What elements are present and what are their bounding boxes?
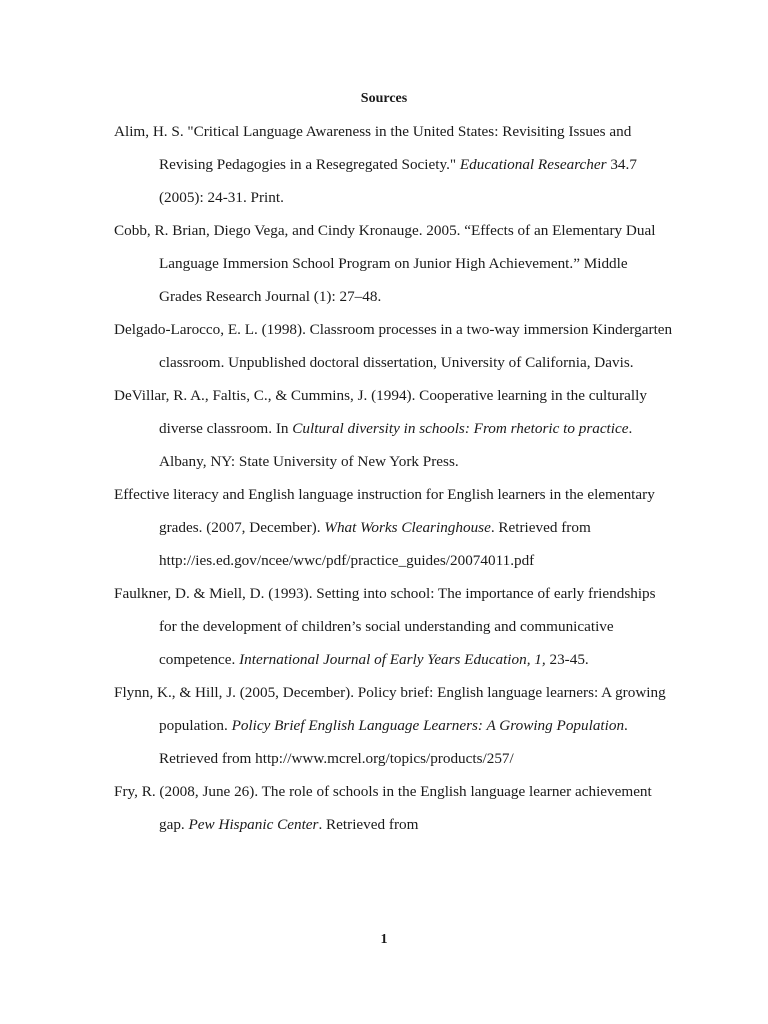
entry-italic-text: International Journal of Early Years Education, 1, <box>239 651 546 668</box>
entry-text-end: . Retrieved from http://ies.ed.gov/ncee/wwc/pdf/practice_guides/20074011.pdf <box>159 519 591 569</box>
source-entry <box>114 775 674 841</box>
entry-text-end: . Albany, NY: State University of New York Press. <box>159 420 633 470</box>
page-number: 1 <box>380 932 388 947</box>
source-entry <box>114 214 674 313</box>
source-entry <box>114 115 674 214</box>
source-entry <box>114 577 674 676</box>
page-title: Sources <box>360 91 408 106</box>
entry-text: Flynn, K., & Hill, J. (2005, December). Policy brief: English language learners: A growing population. <box>114 684 666 734</box>
entry-italic-text: Pew Hispanic Center <box>188 816 319 833</box>
entry-text: Delgado-Larocco, E. L. (1998). Classroom processes in a two-way immersion Kindergarten classroom. Unpublished doctoral dissertation, University of California, Davis. <box>114 321 673 371</box>
entry-text: Alim, H. S. "Critical Language Awareness in the United States: Revisiting Issues and Revising Pedagogies in a Resegregated Society." <box>114 123 632 173</box>
entry-text: Faulkner, D. & Miell, D. (1993). Setting into school: The importance of early friendships for the development of children’s social understanding and communicative competence. <box>114 585 656 668</box>
source-entry <box>114 313 674 379</box>
entry-text-end: 23-45. <box>545 651 589 668</box>
entry-text-end: 34.7 (2005): 24-31. Print. <box>159 156 637 206</box>
entry-italic-text: Cultural diversity in schools: From rhetoric to practice <box>292 420 629 437</box>
entry-text: DeVillar, R. A., Faltis, C., & Cummins, J. (1994). Cooperative learning in the culturally diverse classroom. In <box>114 387 647 437</box>
entry-italic-text: Policy Brief English Language Learners: A Growing Population <box>231 717 625 734</box>
entry-text: Effective literacy and English language instruction for English learners in the elementary grades. (2007, December). <box>114 486 655 536</box>
entry-italic-text: Educational Researcher <box>459 156 607 173</box>
entry-italic-text: What Works Clearinghouse <box>324 519 491 536</box>
source-entry <box>114 478 674 577</box>
entry-text-end: . Retrieved from http://www.mcrel.org/topics/products/257/ <box>159 717 628 767</box>
entry-text: Cobb, R. Brian, Diego Vega, and Cindy Kronauge. 2005. “Effects of an Elementary Dual Language Immersion School Program on Junior High Achievement.” Middle Grades Research Journal (1): 27–48. <box>114 222 656 305</box>
source-entry <box>114 676 674 775</box>
entry-text-end: . Retrieved from <box>318 816 419 833</box>
entry-text: Fry, R. (2008, June 26). The role of schools in the English language learner achievement gap. <box>114 783 652 833</box>
sources-list <box>114 115 674 841</box>
source-entry <box>114 379 674 478</box>
